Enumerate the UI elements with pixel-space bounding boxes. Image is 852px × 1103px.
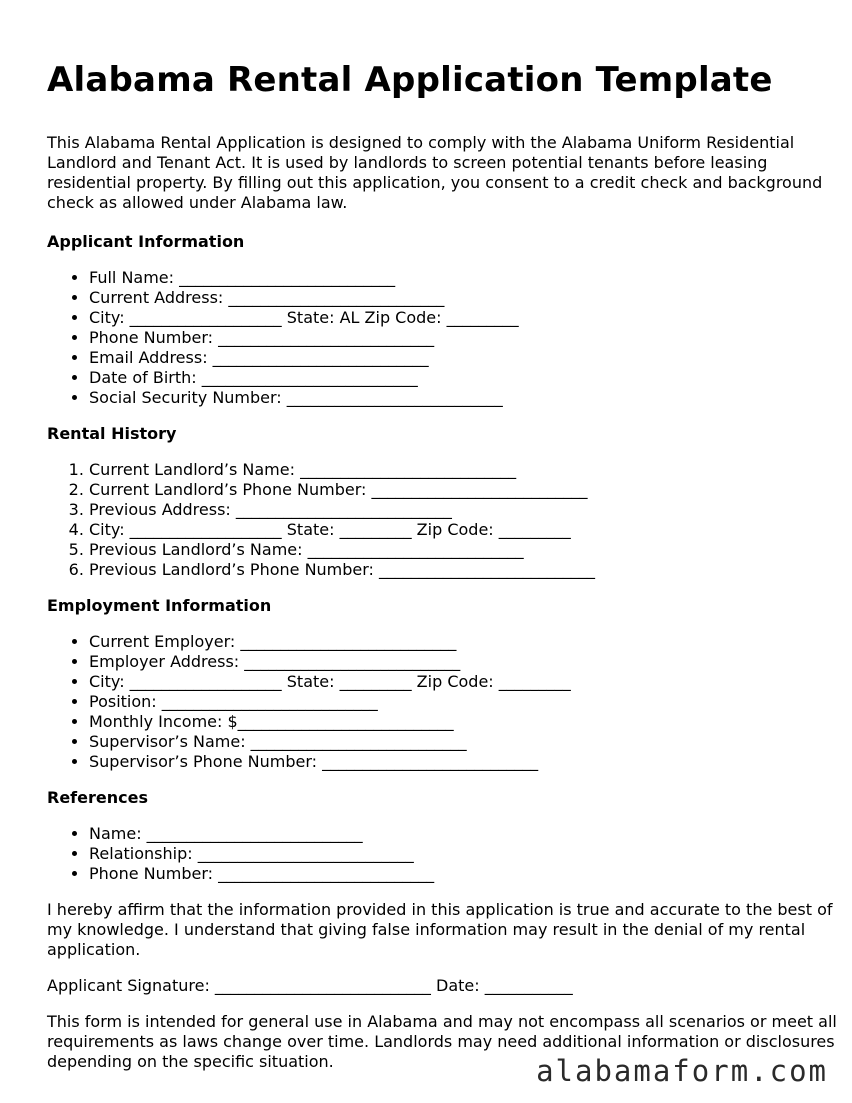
list-item: 4. City: ___________________ State: _________ Zip Code: _________ — [89, 520, 837, 540]
list-item: 1. Current Landlord’s Name: ___________________________ — [89, 460, 837, 480]
list-item: 5. Previous Landlord’s Name: ___________________________ — [89, 540, 837, 560]
list-item: • Supervisor’s Phone Number: ___________________________ — [89, 752, 837, 772]
employment-list — [47, 632, 837, 772]
affirmation-paragraph: I hereby affirm that the information provided in this application is true and accurate to the best of my knowledge. I understand that giving false information may result in the denial of my rental application. — [47, 900, 833, 959]
list-item: • Supervisor’s Name: ___________________________ — [89, 732, 837, 752]
list-item: • Name: ___________________________ — [89, 824, 837, 844]
employment-heading: Employment Information — [47, 596, 272, 615]
list-item: • City: ___________________ State: AL Zip Code: _________ — [89, 308, 837, 328]
intro-paragraph: This Alabama Rental Application is designed to comply with the Alabama Uniform Residential Landlord and Tenant Act. It is used by landlords to screen potential tenants before leasing residential property. By filling out this application, you consent to a credit check and background check as allowed under Alabama law. — [47, 133, 823, 212]
list-item: • Employer Address: ___________________________ — [89, 652, 837, 672]
list-item: • Phone Number: ___________________________ — [89, 328, 837, 348]
watermark: alabamaform.com — [536, 1054, 828, 1088]
list-item: • Full Name: ___________________________ — [89, 268, 837, 288]
references-heading: References — [47, 788, 148, 807]
page-title: Alabama Rental Application Template — [47, 60, 773, 100]
list-item: • Social Security Number: ___________________________ — [89, 388, 837, 408]
list-item: • Current Employer: ___________________________ — [89, 632, 837, 652]
list-item: 3. Previous Address: ___________________________ — [89, 500, 837, 520]
list-item: • Monthly Income: $___________________________ — [89, 712, 837, 732]
list-item: • Email Address: ___________________________ — [89, 348, 837, 368]
list-item: 6. Previous Landlord’s Phone Number: ___________________________ — [89, 560, 837, 580]
rental-history-list — [47, 460, 837, 580]
applicant-list — [47, 268, 837, 408]
signature-line: Applicant Signature: ___________________________ Date: ___________ — [47, 976, 573, 995]
list-item: 2. Current Landlord’s Phone Number: ___________________________ — [89, 480, 837, 500]
list-item: • City: ___________________ State: _________ Zip Code: _________ — [89, 672, 837, 692]
list-item: • Current Address: ___________________________ — [89, 288, 837, 308]
references-list — [47, 824, 837, 884]
list-item: • Position: ___________________________ — [89, 692, 837, 712]
document-page — [47, 56, 837, 1072]
applicant-heading: Applicant Information — [47, 232, 245, 251]
list-item: • Relationship: ___________________________ — [89, 844, 837, 864]
list-item: • Phone Number: ___________________________ — [89, 864, 837, 884]
rental-history-heading: Rental History — [47, 424, 177, 443]
list-item: • Date of Birth: ___________________________ — [89, 368, 837, 388]
disclaimer-paragraph: This form is intended for general use in Alabama and may not encompass all scenarios or meet all requirements as laws change over time. Landlords may need additional information or disclosures depending on the specific situation. — [47, 1012, 837, 1071]
